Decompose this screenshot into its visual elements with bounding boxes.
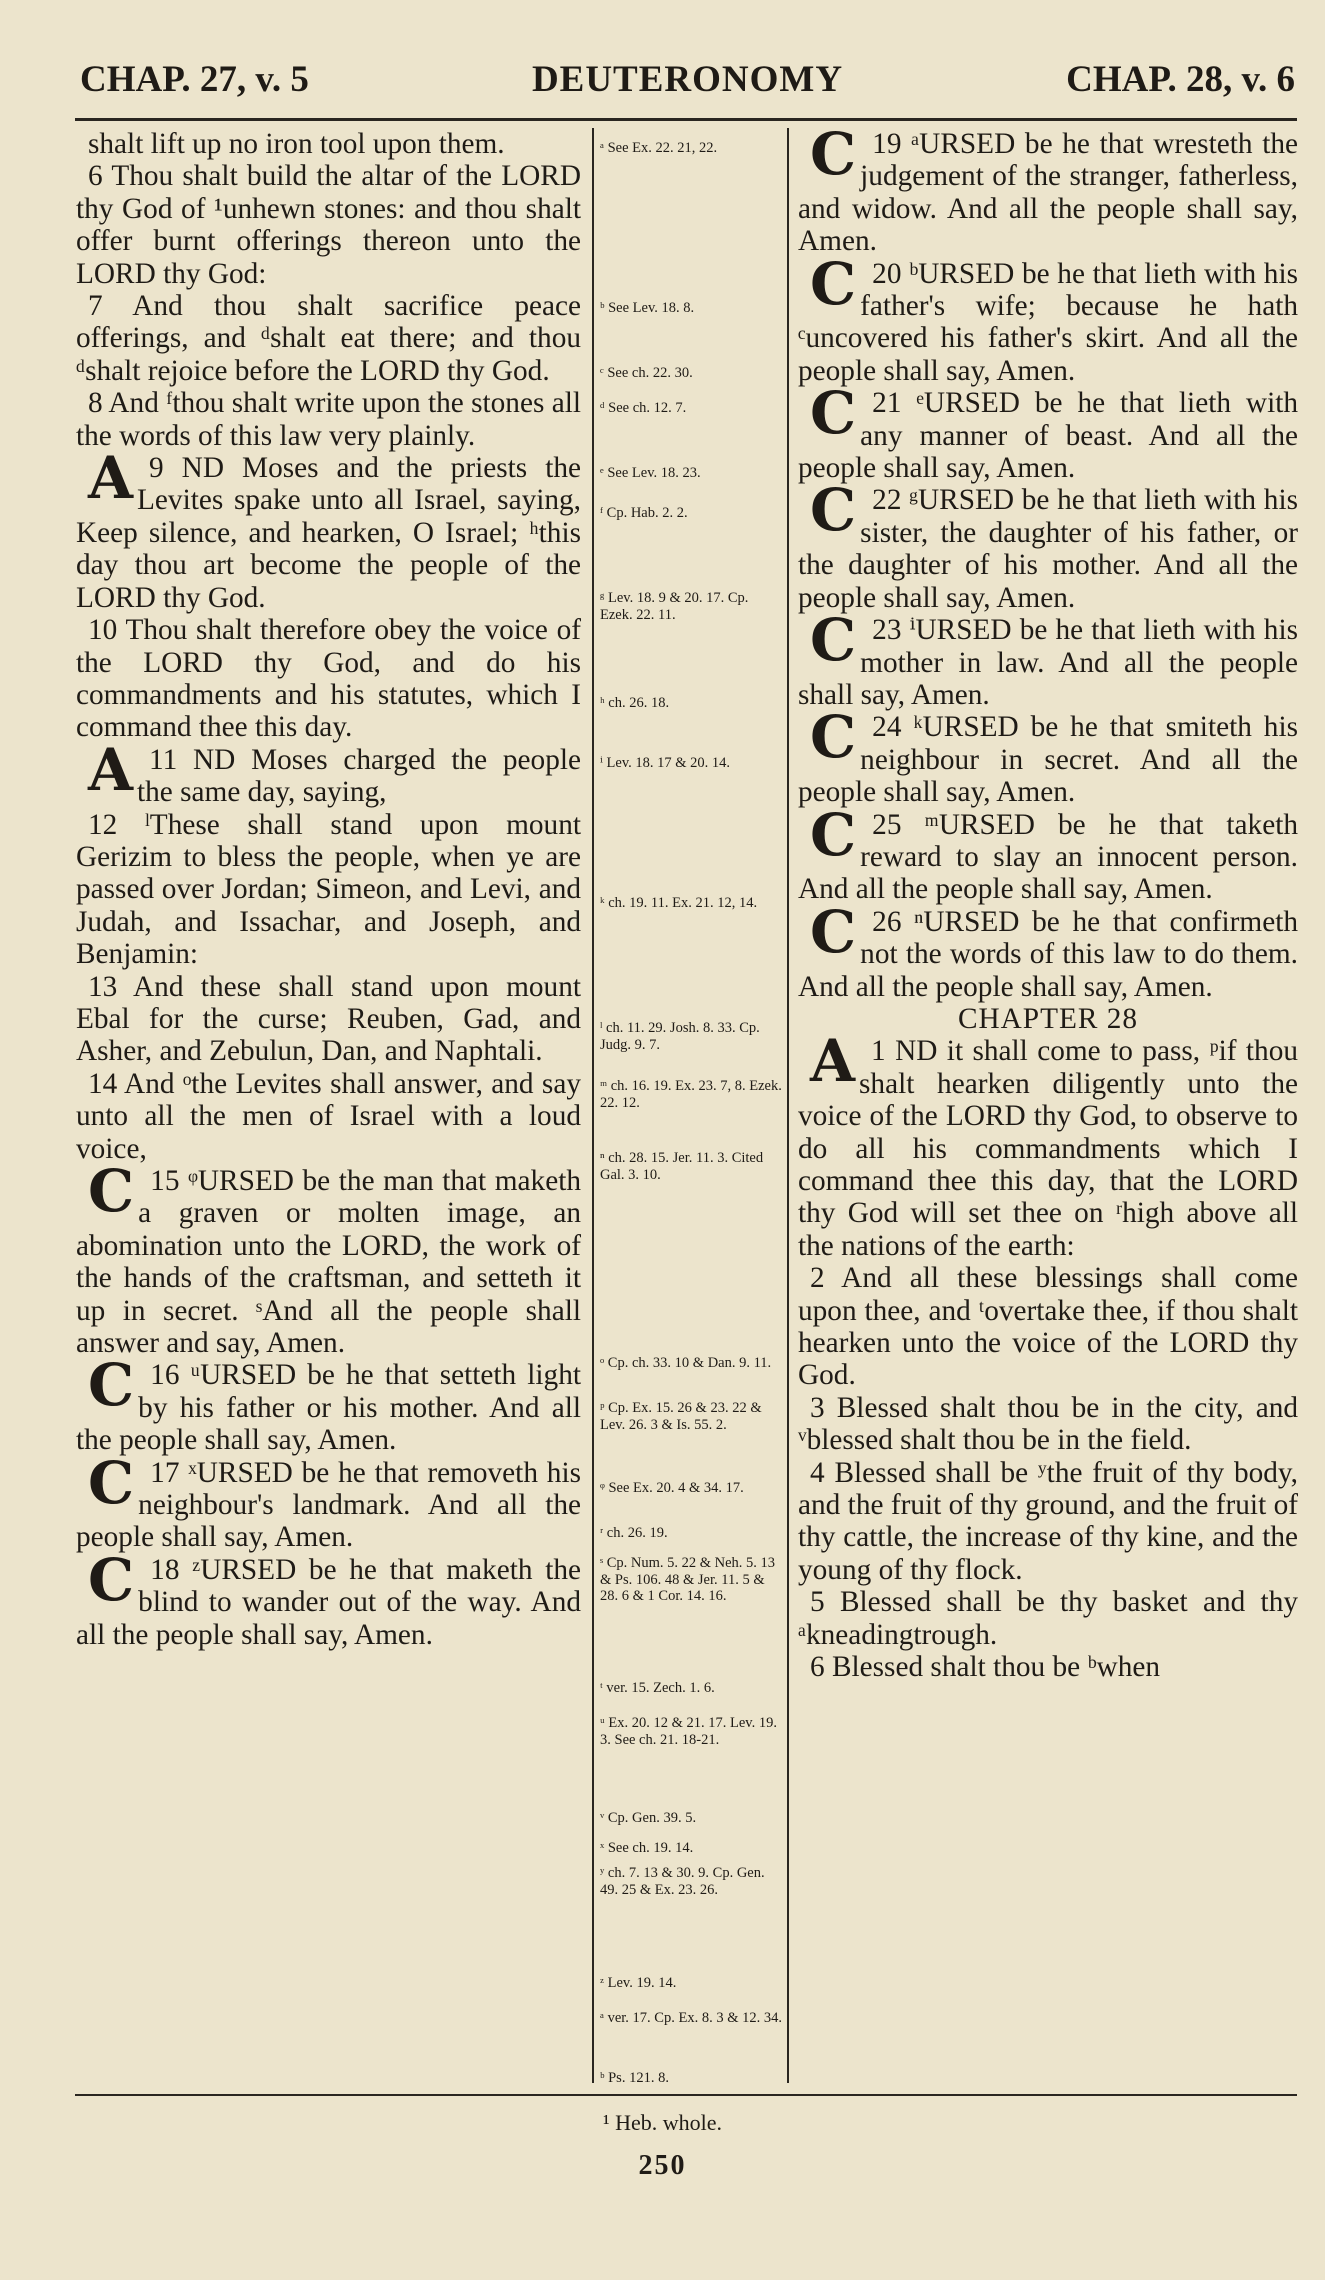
marginal-note: ᵇ See Lev. 18. 8. — [600, 300, 695, 316]
marginal-note: ᵇ Ps. 121. 8. — [600, 2070, 669, 2086]
drop-capital: C — [88, 1448, 135, 1517]
verse-text: 12 ˡThese shall stand upon mount Gerizim to bless the people, when ye are passed over Jordan; Simeon, and Levi, and Judah, and Issachar, and Joseph, and Benjamin: — [76, 808, 581, 971]
drop-capital: C — [810, 249, 857, 318]
verse-text: 26 ⁿURSED be he that confirmeth not the words of this law to do them. And all the people shall say, Amen. — [798, 905, 1298, 1003]
verse-paragraph — [798, 120, 1298, 258]
verse-text: 21 ᵉURSED be he that lieth with any manner of beast. And all the people shall say, Amen. — [798, 387, 1298, 485]
verse-paragraph — [798, 1262, 1298, 1392]
drop-capital: A — [88, 444, 134, 513]
verse-paragraph — [76, 128, 581, 160]
footnote: ¹ Heb. whole. — [602, 2110, 722, 2135]
marginal-notes-column — [600, 0, 783, 2100]
verse-text: 13 And these shall stand upon mount Ebal for the curse; Reuben, Gad, and Asher, and Zebulun, Dan, and Naphtali. — [76, 970, 581, 1068]
drop-capital: C — [88, 1157, 135, 1225]
verse-paragraph — [76, 971, 581, 1068]
verse-text: 15 ᵠURSED be the man that maketh a graven or molten image, an abomination unto the LORD, the work of the hands of the craftsman, and setteth it up in secret. ˢAnd all the people shall answer and say, Amen. — [76, 1165, 581, 1360]
marginal-note: ᶠ Cp. Hab. 2. 2. — [600, 505, 688, 521]
drop-capital: C — [88, 1351, 135, 1420]
verse-paragraph — [76, 387, 581, 452]
verse-paragraph — [798, 1027, 1298, 1262]
verse-text: 5 Blessed shall be thy basket and thy ᵃkneadingtrough. — [798, 1586, 1298, 1651]
marginal-note: ˡ ch. 11. 29. Josh. 8. 33. Cp. Judg. 9. 7. — [600, 1020, 760, 1053]
marginal-note: ᵍ Lev. 18. 9 & 20. 17. Cp. Ezek. 22. 11. — [600, 590, 749, 623]
marginal-note: ʰ ch. 26. 18. — [600, 695, 670, 711]
marginal-note: ᵘ Ex. 20. 12 & 21. 17. Lev. 19. 3. See ch. 21. 18-21. — [600, 1715, 777, 1748]
verse-paragraph — [798, 1457, 1298, 1587]
marginal-note: ⁿ ch. 28. 15. Jer. 11. 3. Cited Gal. 3. 10. — [600, 1150, 764, 1183]
verse-text: 8 And ᶠthou shalt write upon the stones all the words of this law very plainly. — [76, 387, 581, 452]
verse-paragraph — [76, 809, 581, 971]
marginal-note: ˣ See ch. 19. 14. — [600, 1840, 694, 1856]
drop-capital: C — [810, 476, 857, 545]
marginal-note: ᵛ Cp. Gen. 39. 5. — [600, 1810, 697, 1826]
header-right: CHAP. 28, v. 6 — [1066, 59, 1295, 100]
drop-capital: C — [810, 379, 857, 448]
marginal-note: ˢ Cp. Num. 5. 22 & Neh. 5. 13 & Ps. 106. 48 & Jer. 11. 5 & 28. 6 & 1 Cor. 14. 16. — [600, 1555, 776, 1604]
verse-text: 18 ᶻURSED be he that maketh the blind to wander out of the way. And all the people shall say, Amen. — [76, 1553, 581, 1651]
verse-paragraph — [76, 1157, 581, 1360]
verse-text: 16 ᵘURSED be he that setteth light by his father or his mother. And all the people shall say, Amen. — [76, 1359, 581, 1457]
header-book-title: DEUTERONOMY — [531, 59, 844, 100]
column-divider-left — [592, 128, 594, 2083]
drop-capital: C — [810, 800, 857, 869]
drop-capital: C — [88, 1545, 135, 1614]
verse-paragraph — [76, 1068, 581, 1165]
verse-text: 1 ND it shall come to pass, ᵖif thou shalt hearken diligently unto the voice of the LORD thy God, to observe to do all his commandments which I command thee this day, that the LORD thy God will set thee on ʳhigh above all the nations of the earth: — [798, 1035, 1298, 1262]
verse-text: 4 Blessed shall be ʸthe fruit of thy body, and the fruit of thy ground, and the fruit of thy cattle, the increase of thy kine, and the young of thy flock. — [798, 1456, 1298, 1586]
verse-paragraph — [798, 1586, 1298, 1651]
marginal-note: ᵉ See Lev. 18. 23. — [600, 465, 701, 481]
verse-paragraph — [798, 897, 1298, 1003]
verse-paragraph — [76, 290, 581, 387]
verse-paragraph — [76, 1545, 581, 1651]
verse-paragraph — [798, 476, 1298, 614]
marginal-note: ᶜ See ch. 22. 30. — [600, 365, 693, 381]
verse-text: 20 ᵇURSED be he that lieth with his father's wife; because he hath ᶜuncovered his father's skirt. And all the people shall say, Amen. — [798, 257, 1298, 387]
verse-paragraph — [76, 160, 581, 290]
verse-paragraph — [798, 249, 1298, 388]
header-left: CHAP. 27, v. 5 — [80, 59, 309, 100]
marginal-note: ᵏ ch. 19. 11. Ex. 21. 12, 14. — [600, 895, 758, 911]
verse-text: 6 Blessed shalt thou be ᵇwhen — [810, 1651, 1161, 1684]
verse-text: 10 Thou shalt therefore obey the voice of the LORD thy God, and do his commandments and his statutes, which I command thee this day. — [76, 614, 581, 744]
drop-capital: C — [810, 606, 857, 675]
chapter-heading: CHAPTER 28 — [957, 1002, 1139, 1035]
verse-paragraph — [798, 800, 1298, 906]
verse-paragraph — [76, 444, 581, 614]
drop-capital: A — [88, 735, 134, 804]
marginal-note: ʸ ch. 7. 13 & 30. 9. Cp. Gen. 49. 25 & Ex. 23. 26. — [600, 1865, 765, 1898]
marginal-note: ᵐ ch. 16. 19. Ex. 23. 7, 8. Ezek. 22. 12. — [600, 1078, 782, 1111]
verse-text: 7 And thou shalt sacrifice peace offerings, and ᵈshalt eat there; and thou ᵈshalt rejoice before the LORD thy God. — [76, 290, 581, 387]
marginal-note: ᵗ ver. 15. Zech. 1. 6. — [600, 1680, 715, 1696]
verse-paragraph — [798, 1651, 1298, 1683]
verse-paragraph — [798, 703, 1298, 809]
verse-text: shalt lift up no iron tool upon them. — [88, 128, 505, 160]
marginal-note: ᶻ Lev. 19. 14. — [600, 1975, 677, 1991]
verse-paragraph — [76, 1351, 581, 1457]
verse-text: 17 ˣURSED be he that removeth his neighbour's landmark. And all the people shall say, Amen. — [76, 1456, 581, 1554]
page-number: 250 — [638, 2150, 687, 2181]
verse-paragraph — [76, 1448, 581, 1554]
verse-text: 25 ᵐURSED be he that taketh reward to slay an innocent person. And all the people shall say, Amen. — [798, 808, 1298, 906]
marginal-note: ᵈ See ch. 12. 7. — [600, 400, 687, 416]
drop-capital: C — [810, 897, 857, 966]
verse-text: 14 And ᵒthe Levites shall answer, and say unto all the men of Israel with a loud voice, — [76, 1067, 581, 1165]
drop-capital: C — [810, 703, 857, 772]
right-text-column — [798, 120, 1298, 1684]
footer-rule — [75, 2094, 1297, 2096]
marginal-note: ᵖ Cp. Ex. 15. 26 & 23. 22 & Lev. 26. 3 & Is. 55. 2. — [600, 1400, 762, 1433]
marginal-note: ᵠ See Ex. 20. 4 & 34. 17. — [600, 1480, 744, 1496]
drop-capital: C — [810, 120, 857, 188]
verse-text: 3 Blessed shalt thou be in the city, and ᵛblessed shalt thou be in the field. — [798, 1391, 1298, 1457]
verse-text: 24 ᵏURSED be he that smiteth his neighbour in secret. And all the people shall say, Amen. — [798, 711, 1298, 809]
verse-paragraph — [76, 614, 581, 744]
verse-paragraph — [798, 1392, 1298, 1457]
verse-text: 11 ND Moses charged the people the same day, saying, — [137, 743, 581, 809]
verse-text: 19 ᵃURSED be he that wresteth the judgement of the stranger, fatherless, and widow. And all the people shall say, Amen. — [798, 128, 1298, 258]
verse-text: 6 Thou shalt build the altar of the LORD thy God of ¹unhewn stones: and thou shalt offer burnt offerings thereon unto the LORD thy God: — [76, 160, 581, 290]
marginal-note: ᵒ Cp. ch. 33. 10 & Dan. 9. 11. — [600, 1355, 772, 1371]
verse-text: 2 And all these blessings shall come upon thee, and ᵗovertake thee, if thou shalt hearken unto the voice of the LORD thy God. — [798, 1262, 1298, 1392]
left-text-column — [76, 128, 581, 1651]
marginal-note: ᵃ ver. 17. Cp. Ex. 8. 3 & 12. 34. — [600, 2010, 782, 2026]
marginal-note: ᵃ See Ex. 22. 21, 22. — [600, 140, 718, 156]
column-divider-right — [787, 128, 789, 2083]
drop-capital: A — [810, 1027, 856, 1096]
verse-text: 22 ᵍURSED be he that lieth with his sister, the daughter of his father, or the daughter of his mother. And all the people shall say, Amen. — [798, 484, 1298, 614]
verse-paragraph — [798, 606, 1298, 711]
verse-paragraph — [76, 735, 581, 809]
marginal-note: ⁱ Lev. 18. 17 & 20. 14. — [600, 755, 731, 771]
verse-text: 9 ND Moses and the priests the Levites spake unto all Israel, saying, Keep silence, and hearken, O Israel; ʰthis day thou art become the people of the LORD thy God. — [76, 452, 581, 614]
verse-paragraph — [798, 379, 1298, 485]
marginal-note: ʳ ch. 26. 19. — [600, 1525, 668, 1541]
verse-text: 23 ⁱURSED be he that lieth with his mother in law. And all the people shall say, Amen. — [798, 614, 1298, 711]
